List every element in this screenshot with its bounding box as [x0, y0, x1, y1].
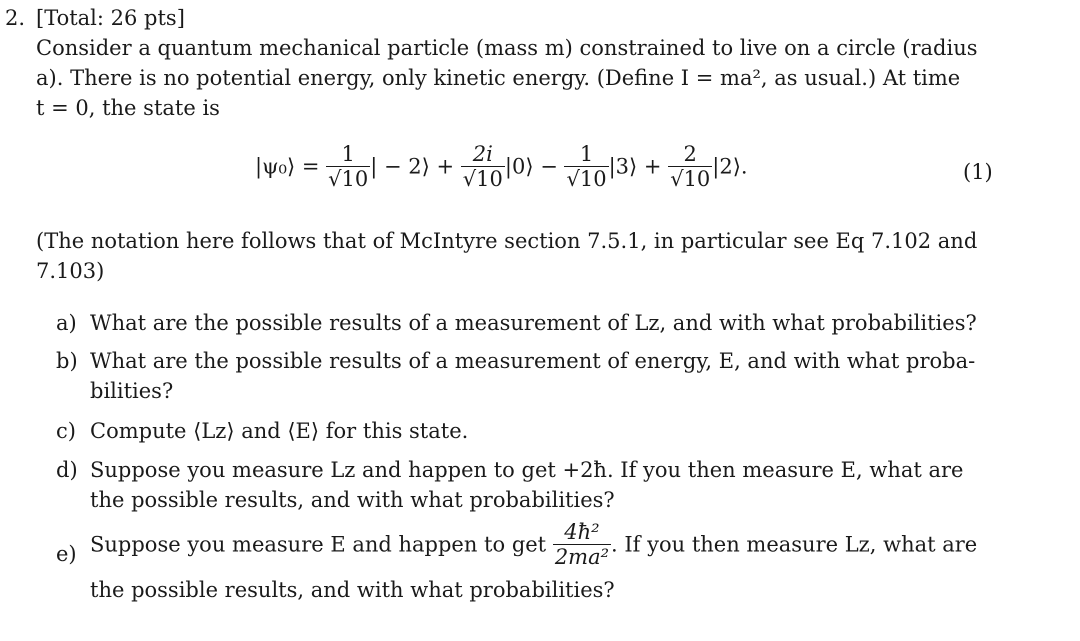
intro-line-2: a). There is no potential energy, only kinetic energy. (Define I = ma², as usual.) At time	[36, 66, 961, 90]
part-text-continued: bilities?	[90, 379, 174, 403]
part-text: Compute ⟨Lz⟩ and ⟨E⟩ for this state.	[90, 419, 469, 443]
equation-number: (1)	[963, 160, 993, 184]
part-text-continued: the possible results, and with what probabilities?	[90, 578, 615, 602]
fraction-numerator: 2	[683, 142, 697, 166]
equation-ket-2: |0⟩ −	[504, 154, 558, 179]
part-label: c)	[56, 419, 76, 443]
note-line-2: 7.103)	[36, 259, 105, 283]
intro-line-1: Consider a quantum mechanical particle (mass m) constrained to live on a circle (radius	[36, 36, 978, 60]
fraction-numerator: 2i	[472, 142, 493, 166]
fraction-denominator: √10	[462, 167, 503, 191]
state-equation	[255, 142, 748, 191]
fraction-denominator: 2ma²	[554, 545, 610, 569]
equation-lhs: |ψ₀⟩ =	[255, 154, 320, 179]
problem-total: [Total: 26 pts]	[36, 6, 185, 30]
fraction-denominator: √10	[566, 167, 607, 191]
fraction-numerator: 4ħ²	[564, 520, 600, 544]
fraction-numerator: 1	[341, 142, 355, 166]
part-label: e)	[56, 542, 77, 566]
part-text-continued: the possible results, and with what probabilities?	[90, 488, 615, 512]
equation-fraction-2	[461, 142, 505, 191]
part-label: a)	[56, 311, 77, 335]
part-label: d)	[56, 458, 78, 482]
note-line-1: (The notation here follows that of McIntyre section 7.5.1, in particular see Eq 7.102 and	[36, 229, 978, 253]
part-text: What are the possible results of a measurement of Lz, and with what probabilities?	[90, 311, 977, 335]
intro-line-3: t = 0, the state is	[36, 96, 220, 120]
problem-number: 2.	[5, 6, 26, 30]
equation-ket-1: | − 2⟩ +	[370, 154, 455, 179]
part-text-pre: Suppose you measure E and happen to get	[90, 532, 547, 557]
equation-fraction-4	[668, 142, 712, 191]
equation-fraction-1	[326, 142, 370, 191]
fraction-numerator: 1	[579, 142, 594, 166]
fraction-denominator: √10	[670, 167, 711, 191]
equation-fraction-3	[564, 142, 608, 191]
fraction-denominator: √10	[328, 167, 369, 191]
part-text: Suppose you measure Lz and happen to get +2ħ. If you then measure E, what are	[90, 458, 964, 482]
part-text: What are the possible results of a measurement of energy, E, and with what proba-	[90, 349, 976, 373]
equation-ket-4: |2⟩.	[712, 154, 748, 179]
part-text	[90, 520, 977, 569]
equation-ket-3: |3⟩ +	[608, 154, 662, 179]
energy-fraction	[553, 520, 611, 569]
part-label: b)	[56, 349, 78, 373]
part-text-post: . If you then measure Lz, what are	[611, 532, 978, 557]
